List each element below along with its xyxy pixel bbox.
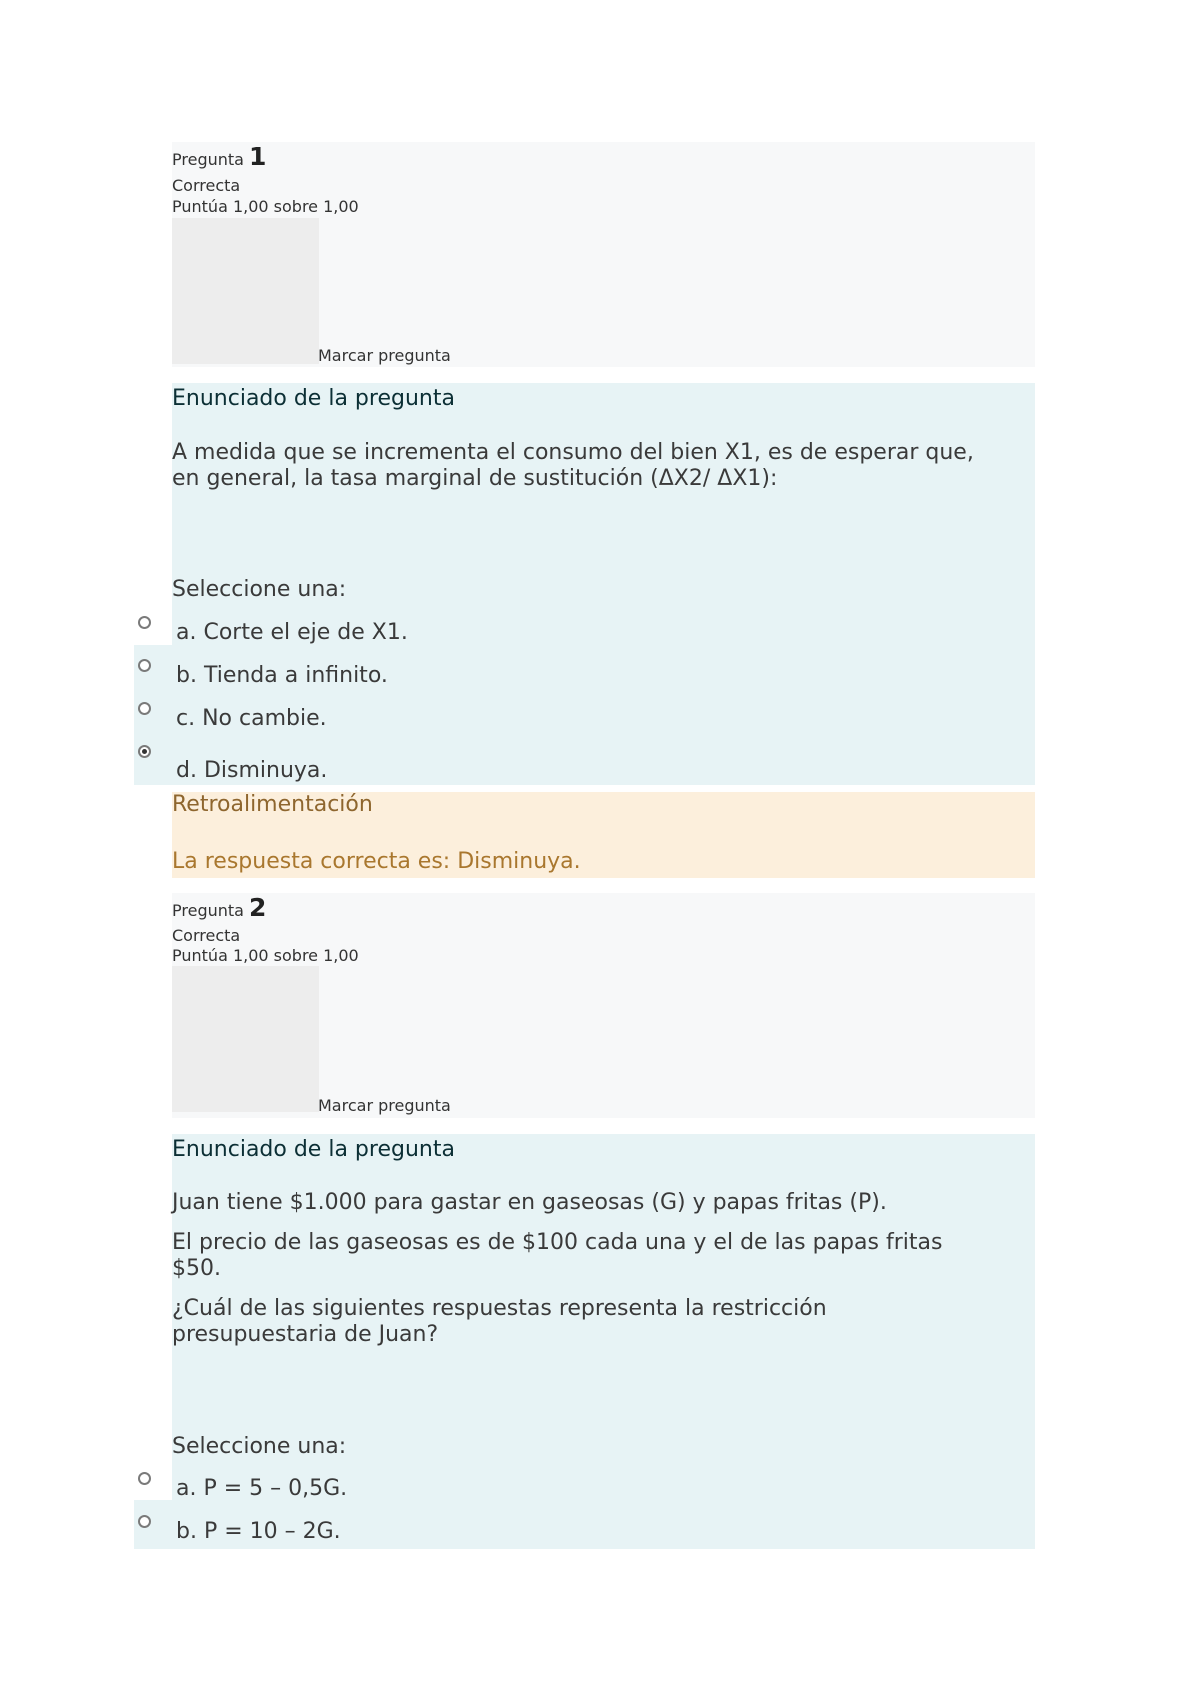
radio-button[interactable] [138,616,151,629]
question-text-line: A medida que se incrementa el consumo del bien X1, es de esperar que, [172,440,974,465]
answer-option-label: a. P = 5 – 0,5G. [176,1476,348,1501]
feedback-title: Retroalimentación [172,792,373,817]
question-label: Pregunta [172,901,244,920]
flag-question-link[interactable]: Marcar pregunta [318,1096,451,1115]
answer-option-label: a. Corte el eje de X1. [176,620,408,645]
flag-icon[interactable] [172,966,319,1112]
answer-option-label: c. No cambie. [176,706,327,731]
question-label: Pregunta [172,150,244,169]
question-number: 2 [249,893,267,922]
radio-button[interactable] [138,1472,151,1485]
question-text-line: ¿Cuál de las siguientes respuestas representa la restricción [172,1296,827,1321]
answer-option-label: b. P = 10 – 2G. [176,1519,341,1544]
answer-option-label: d. Disminuya. [176,758,328,783]
question-1-info [172,142,1035,367]
question-state: Correcta [172,176,241,195]
question-number-line [172,893,266,922]
question-1-feedback [172,792,1035,878]
question-2-info [172,893,1035,1118]
question-text-line: en general, la tasa marginal de sustitución (ΔX2/ ΔX1): [172,466,778,491]
radio-button[interactable] [138,659,151,672]
flag-icon[interactable] [172,218,319,364]
question-number: 1 [249,142,267,171]
question-text-line: Juan tiene $1.000 para gastar en gaseosas (G) y papas fritas (P). [172,1190,887,1215]
question-number-line [172,142,266,171]
radio-button-selected[interactable] [138,745,151,758]
question-statement-title: Enunciado de la pregunta [172,386,455,411]
answer-option-label: b. Tienda a infinito. [176,663,388,688]
radio-button[interactable] [138,1515,151,1528]
question-statement-title: Enunciado de la pregunta [172,1137,455,1162]
correct-answer-text: La respuesta correcta es: Disminuya. [172,849,581,874]
question-text-line: El precio de las gaseosas es de $100 cada una y el de las papas fritas [172,1230,943,1255]
question-text-line: presupuestaria de Juan? [172,1322,439,1347]
answer-prompt: Seleccione una: [172,1434,347,1459]
radio-button[interactable] [138,702,151,715]
answer-prompt: Seleccione una: [172,577,347,602]
question-grade: Puntúa 1,00 sobre 1,00 [172,197,359,216]
question-state: Correcta [172,926,241,945]
question-grade: Puntúa 1,00 sobre 1,00 [172,946,359,965]
question-text-line: $50. [172,1256,221,1281]
flag-question-link[interactable]: Marcar pregunta [318,346,451,365]
